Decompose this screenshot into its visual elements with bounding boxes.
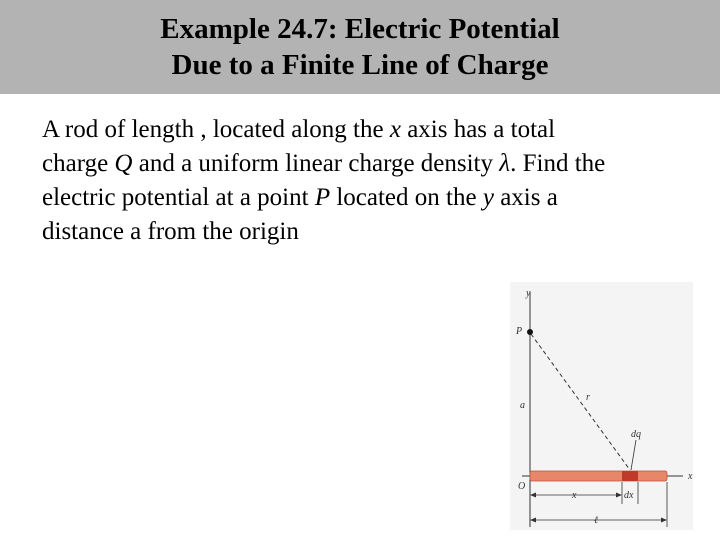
var-lambda: λ [499, 150, 511, 177]
charged-rod [530, 471, 667, 481]
label-x-axis: x [688, 471, 693, 482]
label-p: P [516, 326, 523, 337]
label-dx: dx [624, 490, 634, 501]
point-p [527, 329, 533, 335]
problem-text: located on the [330, 184, 483, 211]
problem-text: axis has a total [400, 116, 556, 143]
problem-text: A rod of length , located along the [42, 116, 390, 143]
charge-element-dq [622, 471, 638, 481]
label-dq: dq [631, 429, 641, 440]
slide-title-line-1: Example 24.7: Electric Potential [160, 13, 560, 45]
problem-text: . Find the [510, 150, 606, 177]
slide-title-bar [0, 0, 720, 94]
line-charge-diagram [500, 282, 700, 532]
label-r: r [586, 392, 590, 403]
label-y: y [526, 288, 531, 299]
problem-text: and a uniform linear charge density [132, 150, 500, 177]
label-origin: O [518, 481, 526, 492]
label-x-dim: x [572, 490, 577, 501]
slide-title-line-2: Due to a Finite Line of Charge [171, 49, 549, 81]
problem-text: charge [42, 150, 115, 177]
var-p: P [314, 184, 331, 211]
var-x: x [389, 116, 401, 143]
problem-text: axis a [493, 184, 558, 211]
problem-line-2 [42, 147, 692, 181]
problem-statement [42, 113, 692, 249]
label-length: ℓ [594, 515, 599, 526]
line-charge-figure [500, 282, 700, 532]
problem-line-3 [42, 181, 692, 215]
label-a: a [520, 400, 525, 411]
problem-line-4: distance a from the origin [42, 218, 299, 245]
var-y: y [482, 184, 494, 211]
var-q: Q [114, 150, 133, 177]
problem-text: electric potential at a point [42, 184, 315, 211]
figure-background [510, 282, 693, 530]
problem-line-1 [42, 113, 692, 147]
